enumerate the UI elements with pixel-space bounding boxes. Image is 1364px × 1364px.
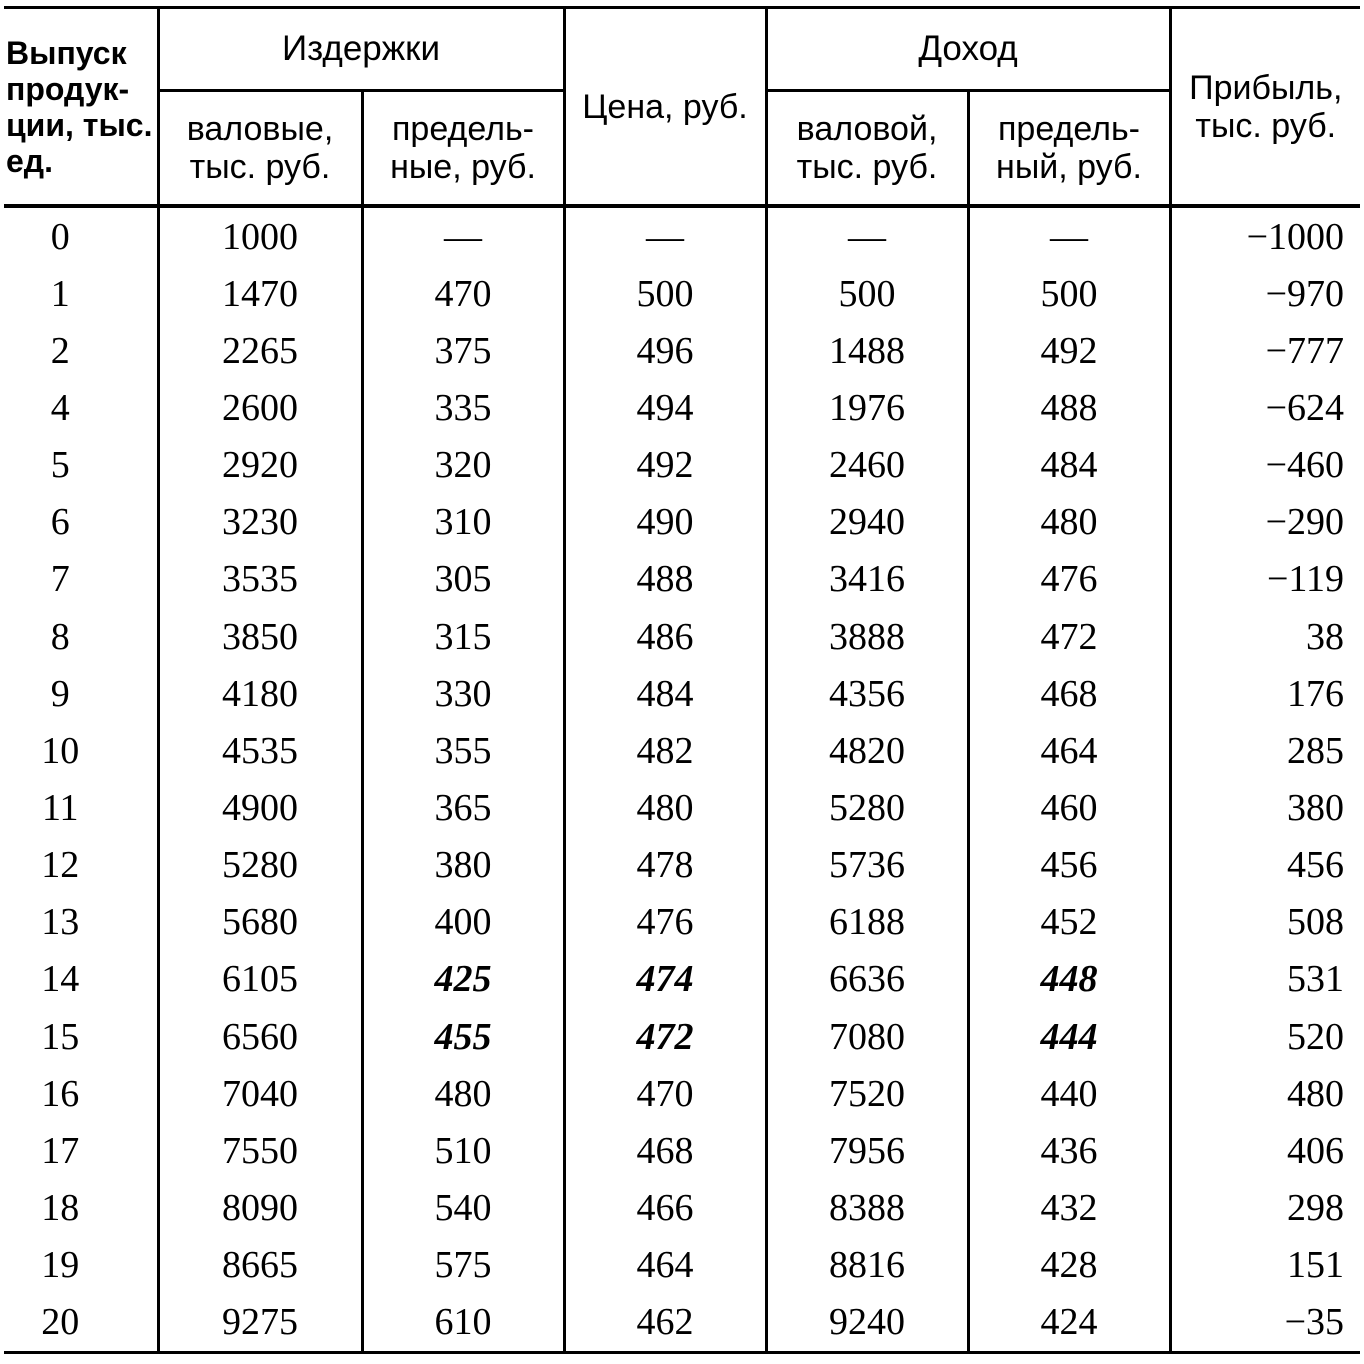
cell-price: 482 [564,722,766,779]
cell-gross-cost: 4535 [158,722,362,779]
cell-output: 5 [4,437,158,494]
cell-gross-revenue: 5280 [766,779,968,836]
cell-gross-cost: 1000 [158,206,362,265]
cell-gross-cost: 7550 [158,1122,362,1179]
cell-price: 480 [564,779,766,836]
cell-marginal-cost: 375 [362,322,564,379]
cost-revenue-table-container [4,6,1360,1354]
table-row [4,1122,1360,1179]
cell-marginal-revenue: 480 [968,494,1170,551]
cell-gross-cost: 9275 [158,1294,362,1353]
cell-gross-revenue: 1488 [766,322,968,379]
table-row [4,722,1360,779]
cell-price: 464 [564,1237,766,1294]
cell-output: 9 [4,665,158,722]
cell-profit: 151 [1170,1237,1360,1294]
cell-profit: 406 [1170,1122,1360,1179]
cell-profit: −624 [1170,379,1360,436]
cell-price: 486 [564,608,766,665]
cell-marginal-cost: 365 [362,779,564,836]
table-body [4,206,1360,1353]
cell-gross-revenue: 9240 [766,1294,968,1353]
cell-marginal-cost: 470 [362,265,564,322]
cell-gross-cost: 8665 [158,1237,362,1294]
cell-marginal-cost: 425 [362,951,564,1008]
header-revenue-group: Доход [766,8,1170,91]
cell-marginal-revenue: 424 [968,1294,1170,1353]
cell-gross-cost: 6560 [158,1008,362,1065]
cell-output: 0 [4,206,158,265]
cell-marginal-cost: — [362,206,564,265]
cell-marginal-cost: 540 [362,1179,564,1236]
cell-profit: −777 [1170,322,1360,379]
cell-gross-cost: 3230 [158,494,362,551]
table-row [4,894,1360,951]
cell-profit: −970 [1170,265,1360,322]
cell-marginal-revenue: 448 [968,951,1170,1008]
cell-marginal-revenue: 452 [968,894,1170,951]
cell-profit: 508 [1170,894,1360,951]
cell-marginal-cost: 380 [362,837,564,894]
cell-output: 13 [4,894,158,951]
cell-gross-revenue: 2940 [766,494,968,551]
cell-marginal-revenue: 492 [968,322,1170,379]
cell-marginal-revenue: 464 [968,722,1170,779]
cell-gross-revenue: 1976 [766,379,968,436]
cell-marginal-revenue: 476 [968,551,1170,608]
cell-price: 476 [564,894,766,951]
cell-marginal-revenue: 488 [968,379,1170,436]
cell-gross-revenue: — [766,206,968,265]
table-row [4,1237,1360,1294]
cell-marginal-cost: 355 [362,722,564,779]
cell-gross-revenue: 3888 [766,608,968,665]
table-row [4,494,1360,551]
table-row [4,437,1360,494]
cell-price: 462 [564,1294,766,1353]
cell-output: 16 [4,1065,158,1122]
table-row [4,779,1360,836]
cell-marginal-cost: 315 [362,608,564,665]
cell-gross-revenue: 7520 [766,1065,968,1122]
table-row [4,1179,1360,1236]
cell-output: 1 [4,265,158,322]
cell-marginal-revenue: — [968,206,1170,265]
cell-price: 484 [564,665,766,722]
table-row [4,837,1360,894]
cell-marginal-cost: 480 [362,1065,564,1122]
cell-profit: 38 [1170,608,1360,665]
cell-marginal-cost: 335 [362,379,564,436]
cell-marginal-revenue: 472 [968,608,1170,665]
cost-revenue-table [4,6,1360,1354]
cell-price: 488 [564,551,766,608]
cell-gross-revenue: 3416 [766,551,968,608]
cell-profit: 176 [1170,665,1360,722]
cell-gross-cost: 3535 [158,551,362,608]
table-row [4,206,1360,265]
cell-marginal-revenue: 428 [968,1237,1170,1294]
cell-gross-cost: 2920 [158,437,362,494]
cell-price: 490 [564,494,766,551]
table-row [4,608,1360,665]
cell-marginal-revenue: 436 [968,1122,1170,1179]
cell-profit: −290 [1170,494,1360,551]
cell-gross-revenue: 8816 [766,1237,968,1294]
cell-output: 11 [4,779,158,836]
cell-gross-cost: 4900 [158,779,362,836]
cell-output: 4 [4,379,158,436]
cell-output: 12 [4,837,158,894]
cell-output: 10 [4,722,158,779]
cell-marginal-cost: 320 [362,437,564,494]
header-profit: Прибыль, тыс. руб. [1170,8,1360,207]
cell-marginal-cost: 510 [362,1122,564,1179]
table-row [4,1008,1360,1065]
cell-marginal-cost: 330 [362,665,564,722]
header-revenue-marginal: предель- ный, руб. [968,91,1170,207]
cell-marginal-cost: 400 [362,894,564,951]
cell-gross-revenue: 500 [766,265,968,322]
cell-output: 18 [4,1179,158,1236]
cell-output: 17 [4,1122,158,1179]
cell-marginal-revenue: 444 [968,1008,1170,1065]
cell-profit: 456 [1170,837,1360,894]
cell-price: 472 [564,1008,766,1065]
cell-gross-cost: 1470 [158,265,362,322]
cell-marginal-cost: 455 [362,1008,564,1065]
header-output: Выпуск продук- ции, тыс. ед. [4,8,158,207]
cell-gross-cost: 7040 [158,1065,362,1122]
cell-profit: 480 [1170,1065,1360,1122]
table-row [4,265,1360,322]
cell-marginal-revenue: 500 [968,265,1170,322]
cell-profit: −35 [1170,1294,1360,1353]
cell-gross-cost: 5680 [158,894,362,951]
header-costs-marginal: предель- ные, руб. [362,91,564,207]
cell-price: 474 [564,951,766,1008]
cell-output: 20 [4,1294,158,1353]
cell-gross-revenue: 5736 [766,837,968,894]
cell-price: 494 [564,379,766,436]
table-row [4,1294,1360,1353]
cell-gross-revenue: 7956 [766,1122,968,1179]
cell-marginal-revenue: 432 [968,1179,1170,1236]
cell-marginal-cost: 575 [362,1237,564,1294]
cell-gross-revenue: 4356 [766,665,968,722]
cell-gross-revenue: 8388 [766,1179,968,1236]
cell-output: 7 [4,551,158,608]
cell-price: 496 [564,322,766,379]
cell-profit: −1000 [1170,206,1360,265]
cell-profit: −119 [1170,551,1360,608]
table-header [4,8,1360,207]
table-row [4,322,1360,379]
cell-gross-cost: 6105 [158,951,362,1008]
table-row [4,1065,1360,1122]
header-costs-gross: валовые, тыс. руб. [158,91,362,207]
cell-marginal-revenue: 484 [968,437,1170,494]
header-price: Цена, руб. [564,8,766,207]
cell-marginal-cost: 305 [362,551,564,608]
cell-price: 478 [564,837,766,894]
cell-price: 500 [564,265,766,322]
cell-price: — [564,206,766,265]
table-row [4,665,1360,722]
header-costs-group: Издержки [158,8,564,91]
cell-gross-revenue: 6636 [766,951,968,1008]
cell-marginal-revenue: 456 [968,837,1170,894]
cell-output: 8 [4,608,158,665]
table-row [4,951,1360,1008]
cell-profit: −460 [1170,437,1360,494]
table-row [4,379,1360,436]
cell-price: 466 [564,1179,766,1236]
cell-gross-cost: 8090 [158,1179,362,1236]
cell-output: 2 [4,322,158,379]
cell-output: 19 [4,1237,158,1294]
cell-marginal-cost: 610 [362,1294,564,1353]
cell-output: 6 [4,494,158,551]
header-revenue-gross: валовой, тыс. руб. [766,91,968,207]
cell-gross-cost: 2600 [158,379,362,436]
cell-output: 14 [4,951,158,1008]
cell-profit: 520 [1170,1008,1360,1065]
cell-marginal-cost: 310 [362,494,564,551]
cell-output: 15 [4,1008,158,1065]
table-row [4,551,1360,608]
cell-gross-revenue: 2460 [766,437,968,494]
cell-marginal-revenue: 460 [968,779,1170,836]
cell-profit: 380 [1170,779,1360,836]
cell-gross-revenue: 6188 [766,894,968,951]
cell-gross-revenue: 4820 [766,722,968,779]
cell-gross-cost: 2265 [158,322,362,379]
cell-price: 468 [564,1122,766,1179]
cell-price: 470 [564,1065,766,1122]
cell-gross-cost: 3850 [158,608,362,665]
cell-gross-cost: 4180 [158,665,362,722]
cell-gross-revenue: 7080 [766,1008,968,1065]
cell-profit: 285 [1170,722,1360,779]
cell-gross-cost: 5280 [158,837,362,894]
cell-profit: 531 [1170,951,1360,1008]
cell-price: 492 [564,437,766,494]
cell-marginal-revenue: 440 [968,1065,1170,1122]
cell-marginal-revenue: 468 [968,665,1170,722]
cell-profit: 298 [1170,1179,1360,1236]
